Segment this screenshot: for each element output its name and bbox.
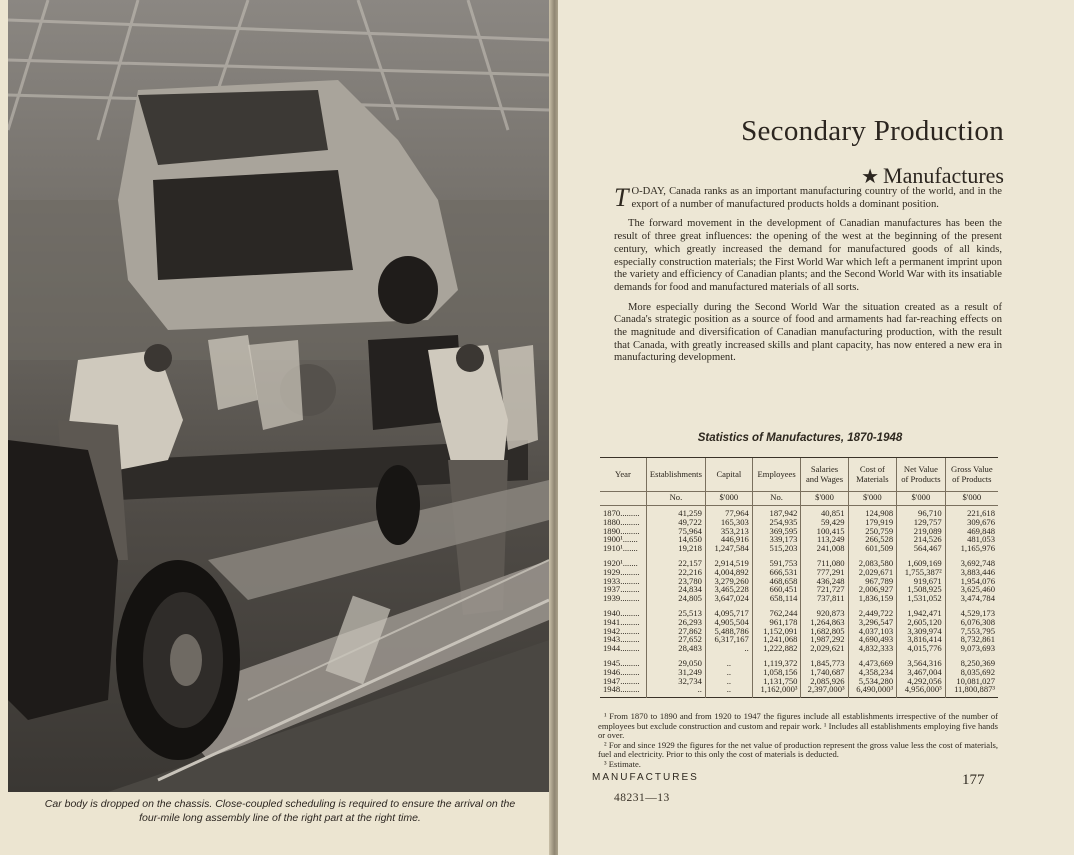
cell-line: 49,722 <box>678 516 702 527</box>
unit-label: $'000 <box>897 492 946 506</box>
cell-line: 666,531 <box>769 566 798 577</box>
cell-line: 591,753 <box>769 557 798 568</box>
year-cell <box>600 556 646 606</box>
cell-line: 4,956,000³ <box>904 684 942 695</box>
cell-line: 658,114 <box>769 593 798 604</box>
cell-line: 353,213 <box>720 525 749 536</box>
cell-line: 1,942,471 <box>907 607 942 618</box>
cell-line: .. <box>744 643 749 654</box>
caption-line-1: Car body is dropped on the chassis. Close-coupled scheduling is required to ensure the arrival on the <box>44 798 516 810</box>
employees-cell <box>752 556 801 606</box>
cell-line: 1,845,773 <box>810 657 845 668</box>
cell-line: 3,279,260 <box>714 575 749 586</box>
page-title: Secondary Production <box>741 115 1004 147</box>
cell-line: 3,647,024 <box>714 593 749 604</box>
running-head: MANUFACTURES <box>592 772 699 783</box>
footnotes <box>598 712 998 770</box>
table-title: Statistics of Manufactures, 1870-1948 <box>697 432 903 444</box>
employees-cell <box>752 606 801 656</box>
cell-line: 28,483 <box>678 643 702 654</box>
cell-line: 711,080 <box>816 557 845 568</box>
salaries-cell <box>801 656 848 698</box>
cell-line: 27,652 <box>678 634 702 645</box>
cell-line: 5,488,786 <box>714 625 749 636</box>
cell-line: 1,058,156 <box>763 666 798 677</box>
photo-caption <box>10 797 550 825</box>
cell-line: 1946......... <box>603 666 640 677</box>
cell-line: 26,293 <box>678 616 702 627</box>
salaries-cell <box>801 556 848 606</box>
page-number: 177 <box>962 772 985 788</box>
cell-line: 4,473,669 <box>858 657 894 668</box>
gross-value-cell <box>945 656 998 698</box>
cell-line: 4,292,056 <box>907 675 942 686</box>
cell-line: 4,004,892 <box>714 566 749 577</box>
materials-cell <box>848 556 897 606</box>
cell-line: 1,740,687 <box>810 666 845 677</box>
column-header: Cost of Materials <box>848 458 897 492</box>
cell-line: 124,908 <box>865 508 894 518</box>
cell-line: 515,203 <box>769 543 798 554</box>
cell-line: 19,218 <box>678 543 702 554</box>
cell-line: 309,676 <box>967 516 995 527</box>
cell-line: 11,800,887³ <box>954 684 995 695</box>
cell-line: 219,089 <box>913 525 942 536</box>
cell-line: .. <box>726 675 732 686</box>
net-value-cell <box>897 506 946 556</box>
cell-line: 1,165,976 <box>960 543 995 554</box>
establishments-cell <box>646 506 705 556</box>
cell-line: .. <box>697 684 702 695</box>
cell-line: 1,247,584 <box>714 543 749 554</box>
cell-line: 1,755,387² <box>904 566 942 577</box>
cell-line: 4,095,717 <box>714 607 749 618</box>
cell-line: .. <box>726 666 732 677</box>
cell-line: 2,085,926 <box>810 675 845 686</box>
employees-cell <box>752 506 801 556</box>
cell-line: 919,671 <box>913 575 942 586</box>
table-row-group <box>600 556 998 606</box>
unit-label: $'000 <box>801 492 848 506</box>
cell-line: 29,050 <box>678 657 702 668</box>
body-text <box>614 183 1002 372</box>
unit-label: $'000 <box>848 492 897 506</box>
unit-label: No. <box>646 492 705 506</box>
star-icon: ★ <box>861 166 880 188</box>
cell-line: 1948......... <box>603 684 640 695</box>
right-page <box>558 0 1074 855</box>
column-header: Gross Value of Products <box>945 458 998 492</box>
cell-line: 187,942 <box>769 508 798 518</box>
cell-line: 22,157 <box>678 557 702 568</box>
drop-cap: T <box>614 183 629 212</box>
net-value-cell <box>897 556 946 606</box>
cell-line: 3,465,228 <box>714 584 749 595</box>
cell-line: 660,451 <box>769 584 798 595</box>
cell-line: 564,467 <box>913 543 942 554</box>
cell-line: 2,029,621 <box>810 643 845 654</box>
capital-cell <box>705 556 752 606</box>
cell-line: 1,162,000³ <box>760 684 798 695</box>
cell-line: 24,834 <box>678 584 702 595</box>
cell-line: 1,836,159 <box>858 593 894 604</box>
cell-line: 9,073,693 <box>960 643 995 654</box>
table-row-group <box>600 506 998 556</box>
cell-line: 1870......... <box>603 508 640 518</box>
subtitle-text: Manufactures <box>883 163 1004 188</box>
cell-line: 2,006,927 <box>858 584 894 595</box>
cell-line: 59,429 <box>820 516 845 527</box>
assembly-line-photo <box>8 0 549 792</box>
materials-cell <box>848 506 897 556</box>
table-row <box>600 606 998 656</box>
cell-line: 4,690,493 <box>858 634 894 645</box>
cell-line: 737,811 <box>816 593 845 604</box>
cell-line: 241,008 <box>816 543 845 554</box>
cell-line: 1,954,076 <box>960 575 995 586</box>
cell-line: 2,914,519 <box>714 557 749 568</box>
caption-line-2: four-mile long assembly line of the right part at the right time. <box>139 812 421 824</box>
cell-line: 1890......... <box>603 525 640 536</box>
cell-line: 8,250,369 <box>960 657 995 668</box>
cell-line: 721,727 <box>816 584 845 595</box>
unit-label: $'000 <box>945 492 998 506</box>
cell-line: 266,528 <box>865 534 894 545</box>
column-header: Capital <box>705 458 752 492</box>
cell-line: 339,173 <box>769 534 798 545</box>
column-header: Net Value of Products <box>897 458 946 492</box>
cell-line: 1945......... <box>603 657 640 668</box>
table-units-row <box>600 492 998 506</box>
cell-line: 967,789 <box>865 575 894 586</box>
cell-line: 1,682,805 <box>810 625 845 636</box>
cell-line: 4,529,173 <box>960 607 995 618</box>
cell-line: 27,862 <box>678 625 702 636</box>
cell-line: 32,734 <box>678 675 702 686</box>
salaries-cell <box>801 606 848 656</box>
cell-line: 5,534,280 <box>858 675 894 686</box>
paragraph-3: More especially during the Second World War the situation created as a result of Canada's strategic position as a source of food and armaments had far-reaching effects on the magnitude and diversification of Canadian manufacturing production, with the result that Canada, with greatly increased skills and plant capacity, has now entered a new era in manufacturing development. <box>614 301 1002 364</box>
cell-line: 468,658 <box>769 575 798 586</box>
table-row <box>600 506 998 556</box>
cell-line: 961,178 <box>769 616 798 627</box>
cell-line: 1940......... <box>603 607 640 618</box>
footnote-3: ³ Estimate. <box>604 758 641 769</box>
table-row-group <box>600 606 998 656</box>
gross-value-cell <box>945 506 998 556</box>
cell-line: 762,244 <box>769 607 798 618</box>
cell-line: 369,595 <box>769 525 798 536</box>
cell-line: 3,692,748 <box>960 557 995 568</box>
cell-line: 3,296,547 <box>858 616 894 627</box>
cell-line: 1880......... <box>603 516 640 527</box>
cell-line: 777,291 <box>816 566 845 577</box>
cell-line: 2,083,580 <box>858 557 894 568</box>
paragraph-1 <box>614 183 1002 212</box>
cell-line: 250,759 <box>865 525 894 536</box>
cell-line: 1,609,169 <box>907 557 942 568</box>
column-header: Year <box>600 458 646 492</box>
table-header-row <box>600 458 998 492</box>
gross-value-cell <box>945 606 998 656</box>
cell-line: 4,905,504 <box>714 616 749 627</box>
cell-line: 221,618 <box>967 508 995 518</box>
cell-line: 23,780 <box>678 575 702 586</box>
unit-label <box>600 492 646 506</box>
cell-line: 1,508,925 <box>907 584 942 595</box>
paragraph-1-text: O-DAY, Canada ranks as an important manufacturing country of the world, and in the export of a number of manufactured products holds a dominant position. <box>631 186 1002 210</box>
cell-line: 77,964 <box>725 508 749 518</box>
cell-line: 1,241,068 <box>763 634 798 645</box>
cell-line: 1947......... <box>603 675 640 686</box>
paragraph-2: The forward movement in the development of Canadian manufactures has been the result of three great influences: the opening of the west at the beginning of the present century, which greatly increased the demand for manufactured goods of all kinds, especially construction materials; the First World War which left a permanent imprint upon the variety and efficiency of Canadian plants; and the Second World War with its insatiable demands for food and manufactured materials of all sorts. <box>614 218 1002 293</box>
cell-line: 10,081,027 <box>956 675 995 686</box>
cell-line: 2,449,722 <box>858 607 894 618</box>
year-cell <box>600 606 646 656</box>
cell-line: 1941......... <box>603 616 640 627</box>
cell-line: 2,605,120 <box>907 616 942 627</box>
cell-line: 3,564,316 <box>907 657 942 668</box>
cell-line: 1,531,052 <box>907 593 942 604</box>
column-header: Salaries and Wages <box>801 458 848 492</box>
cell-line: 1929......... <box>603 566 640 577</box>
cell-line: 1,987,292 <box>810 634 845 645</box>
capital-cell <box>705 656 752 698</box>
table-row <box>600 556 998 606</box>
cell-line: 1920¹....... <box>603 557 638 568</box>
cell-line: 1943......... <box>603 634 640 645</box>
table-row <box>600 656 998 698</box>
cell-line: 40,851 <box>820 508 845 518</box>
capital-cell <box>705 506 752 556</box>
cell-line: 31,249 <box>678 666 702 677</box>
cell-line: 481,053 <box>967 534 995 545</box>
cell-line: 3,816,414 <box>907 634 942 645</box>
cell-line: 4,015,776 <box>907 643 942 654</box>
column-header: Establishments <box>646 458 705 492</box>
cell-line: 3,309,974 <box>907 625 942 636</box>
materials-cell <box>848 606 897 656</box>
cell-line: 2,397,000³ <box>807 684 845 695</box>
cell-line: 113,249 <box>816 534 845 545</box>
cell-line: 179,919 <box>865 516 894 527</box>
cell-line: 1,264,863 <box>810 616 845 627</box>
cell-line: 1933......... <box>603 575 640 586</box>
cell-line: 6,076,308 <box>960 616 995 627</box>
cell-line: 3,474,784 <box>960 593 995 604</box>
table-row-group <box>600 656 998 698</box>
cell-line: 6,490,000³ <box>856 684 894 695</box>
net-value-cell <box>897 606 946 656</box>
cell-line: 1910¹....... <box>603 543 638 554</box>
cell-line: 436,248 <box>816 575 845 586</box>
cell-line: 75,964 <box>678 525 702 536</box>
salaries-cell <box>801 506 848 556</box>
footnote-1: ¹ From 1870 to 1890 and from 1920 to 1947 the figures include all establishments irrespective of the number of employees but exclude construction and custom and repair work. ¹ Includes all establishments employing five hands or over. <box>598 711 998 741</box>
cell-line: 14,650 <box>678 534 702 545</box>
cell-line: 920,873 <box>816 607 845 618</box>
cell-line: 1,152,091 <box>763 625 798 636</box>
cell-line: 446,916 <box>720 534 749 545</box>
employees-cell <box>752 656 801 698</box>
cell-line: 6,317,167 <box>714 634 749 645</box>
cell-line: 1937......... <box>603 584 640 595</box>
cell-line: 96,710 <box>918 508 942 518</box>
cell-line: 22,216 <box>678 566 702 577</box>
materials-cell <box>848 656 897 698</box>
print-signature: 48231—13 <box>614 792 670 804</box>
net-value-cell <box>897 656 946 698</box>
cell-line: 129,757 <box>913 516 942 527</box>
year-cell <box>600 506 646 556</box>
cell-line: 3,883,446 <box>960 566 995 577</box>
cell-line: 8,035,692 <box>960 666 995 677</box>
column-header: Employees <box>752 458 801 492</box>
cell-line: 3,625,460 <box>960 584 995 595</box>
cell-line: 8,732,861 <box>960 634 995 645</box>
cell-line: 601,509 <box>865 543 894 554</box>
unit-label: No. <box>752 492 801 506</box>
cell-line: 165,303 <box>720 516 749 527</box>
cell-line: 4,037,103 <box>858 625 894 636</box>
cell-line: 2,029,671 <box>858 566 894 577</box>
cell-line: 1944......... <box>603 643 640 654</box>
unit-label: $'000 <box>705 492 752 506</box>
statistics-table <box>600 457 998 698</box>
cell-line: 1,222,882 <box>763 643 798 654</box>
cell-line: 214,526 <box>913 534 942 545</box>
establishments-cell <box>646 656 705 698</box>
establishments-cell <box>646 556 705 606</box>
cell-line: .. <box>726 684 732 695</box>
cell-line: 1900¹....... <box>603 534 638 545</box>
gross-value-cell <box>945 556 998 606</box>
cell-line: 1,131,750 <box>763 675 798 686</box>
cell-line: 4,832,333 <box>858 643 894 654</box>
cell-line: 24,805 <box>678 593 702 604</box>
cell-line: 4,358,234 <box>858 666 894 677</box>
cell-line: 3,467,004 <box>907 666 942 677</box>
cell-line: 1939......... <box>603 593 640 604</box>
footnote-2: ² For and since 1929 the figures for the net value of production represent the gross value less the cost of materials, fuel and electricity. Prior to this only the cost of materials is deducted. <box>598 739 998 760</box>
cell-line: 41,259 <box>678 508 702 518</box>
cell-line: 7,553,795 <box>960 625 995 636</box>
cell-line: 100,415 <box>816 525 845 536</box>
cell-line: 254,935 <box>769 516 798 527</box>
establishments-cell <box>646 606 705 656</box>
year-cell <box>600 656 646 698</box>
cell-line: 1,119,372 <box>763 657 798 668</box>
cell-line: 469,848 <box>967 525 995 536</box>
cell-line: 25,513 <box>678 607 702 618</box>
capital-cell <box>705 606 752 656</box>
cell-line: .. <box>726 657 732 668</box>
cell-line: 1942......... <box>603 625 640 636</box>
